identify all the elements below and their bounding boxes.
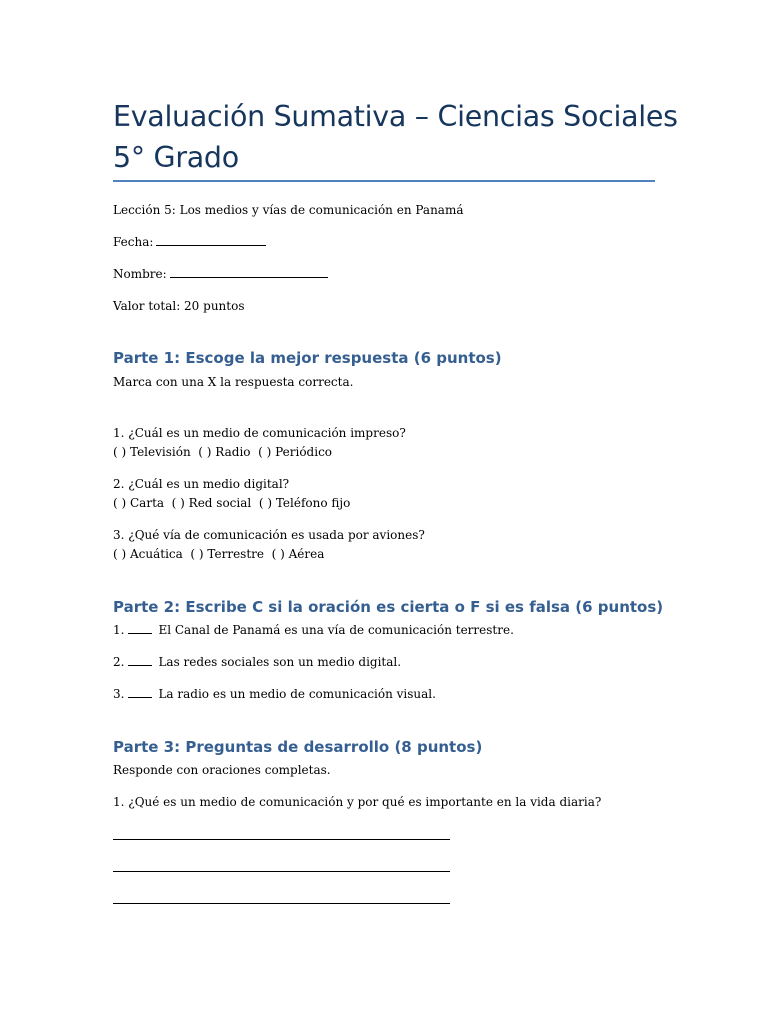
part2-item-number: 3. (113, 687, 125, 701)
part2-item-3 (113, 686, 436, 702)
document-title (113, 96, 678, 178)
date-blank[interactable] (156, 244, 266, 246)
answer-line[interactable] (113, 871, 450, 872)
title-line-2: 5° Grado (113, 141, 239, 174)
part2-item-text: La radio es un medio de comunicación visual. (158, 687, 436, 701)
name-blank[interactable] (170, 276, 328, 278)
true-false-blank[interactable] (128, 632, 152, 634)
part1-options-3[interactable]: ( ) Acuática ( ) Terrestre ( ) Aérea (113, 547, 325, 561)
lesson-line: Lección 5: Los medios y vías de comunicación en Panamá (113, 203, 464, 217)
title-line-1: Evaluación Sumativa – Ciencias Sociales (113, 100, 678, 133)
part1-heading: Parte 1: Escoge la mejor respuesta (6 puntos) (113, 349, 502, 367)
answer-line[interactable] (113, 839, 450, 840)
part2-item-number: 2. (113, 655, 125, 669)
part3-instruction: Responde con oraciones completas. (113, 763, 331, 777)
part1-question-2: 2. ¿Cuál es un medio digital? (113, 477, 290, 491)
part1-options-2[interactable]: ( ) Carta ( ) Red social ( ) Teléfono fijo (113, 496, 351, 510)
part2-heading: Parte 2: Escribe C si la oración es cierta o F si es falsa (6 puntos) (113, 598, 664, 616)
date-field[interactable] (113, 234, 266, 250)
total-points: Valor total: 20 puntos (113, 299, 245, 313)
part1-question-3: 3. ¿Qué vía de comunicación es usada por aviones? (113, 528, 425, 542)
part3-heading: Parte 3: Preguntas de desarrollo (8 puntos) (113, 738, 483, 756)
title-underline (113, 180, 655, 182)
part1-instruction: Marca con una X la respuesta correcta. (113, 375, 354, 389)
part2-item-number: 1. (113, 623, 125, 637)
name-field[interactable] (113, 266, 328, 282)
part2-item-text: El Canal de Panamá es una vía de comunicación terrestre. (158, 623, 514, 637)
true-false-blank[interactable] (128, 664, 152, 666)
part2-item-2 (113, 654, 401, 670)
answer-line[interactable] (113, 903, 450, 904)
part1-question-1: 1. ¿Cuál es un medio de comunicación impreso? (113, 426, 406, 440)
date-label: Fecha: (113, 235, 154, 249)
true-false-blank[interactable] (128, 696, 152, 698)
part2-item-1 (113, 622, 514, 638)
part1-options-1[interactable]: ( ) Televisión ( ) Radio ( ) Periódico (113, 445, 333, 459)
part2-item-text: Las redes sociales son un medio digital. (158, 655, 402, 669)
name-label: Nombre: (113, 267, 167, 281)
part3-question-1: 1. ¿Qué es un medio de comunicación y por qué es importante en la vida diaria? (113, 795, 602, 809)
